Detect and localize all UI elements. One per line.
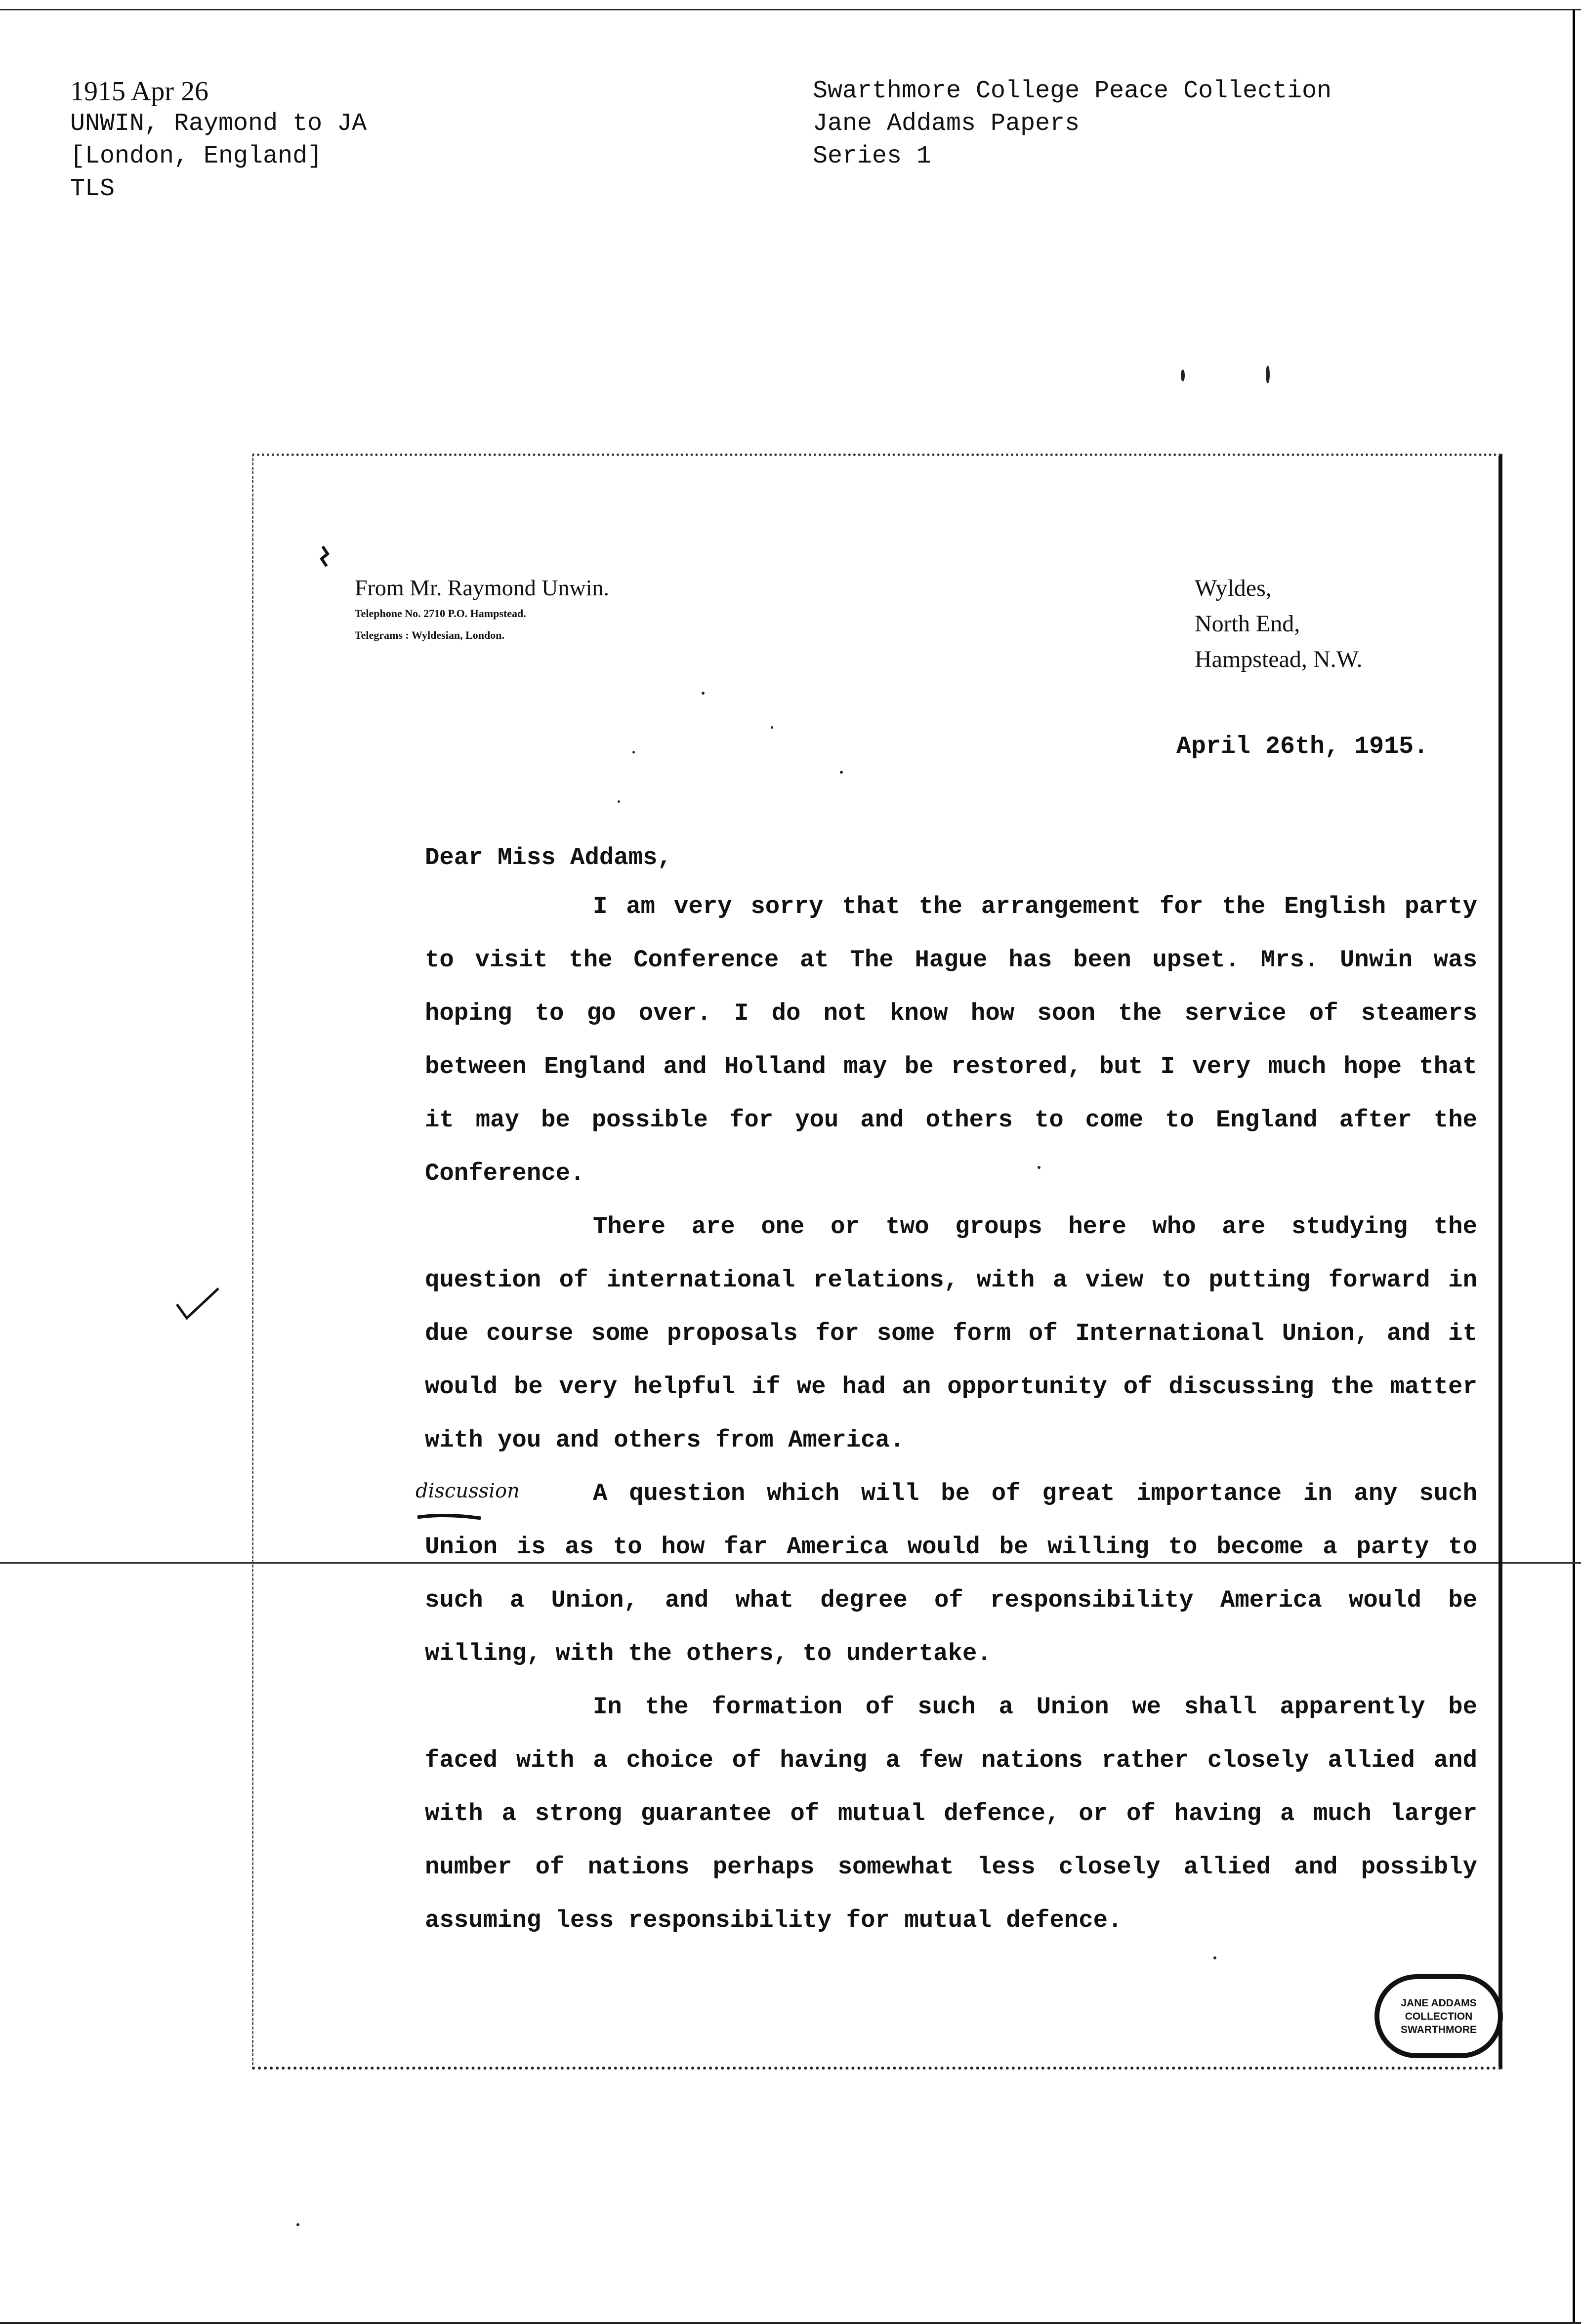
scan-speck [618,800,620,803]
address-line-1: Wyldes, [1195,575,1272,601]
scan-speck [632,751,635,753]
scan-speck [702,692,705,695]
scan-speck [840,771,843,774]
scan-edge-bottom [0,2322,1581,2324]
letterhead-from: From Mr. Raymond Unwin. [355,575,609,600]
scan-edge-right [1573,10,1575,2324]
salutation: Dear Miss Addams, [425,844,672,872]
scan-speck [1181,370,1185,381]
paragraph: I am very sorry that the arrangement for the English party to visit the Conference at The Hague has been upset. Mrs. Unwin was hoping to go over. I do not know how soon the service of steamers between England and Holland may be restored, but I very much hope that it may be possible for you and others to come to England after the Conference. [425,893,1477,1187]
paragraph: There are one or two groups here who are studying the question of international relations, with a view to putting forward in due course some proposals for some form of International Union, and it would be very helpful if we had an opportunity of discussing the matter with you and others from America. [425,1213,1477,1454]
letter-body [425,835,1477,1947]
archive-doc-type: TLS [70,175,115,203]
scan-speck [1038,1166,1040,1169]
archive-series: Series 1 [813,142,932,170]
letterhead-telegrams: Telegrams : Wyldesian, London. [355,629,504,641]
scan-edge-top [0,9,1581,10]
scan-speck [1213,1956,1216,1959]
letterhead-address [1195,571,1363,677]
stamp-line-2: COLLECTION [1405,2010,1473,2022]
scan-speck [296,2223,299,2226]
archive-correspondents: UNWIN, Raymond to JA [70,110,367,138]
letterhead-sender [355,575,609,644]
stamp-line-3: SWARTHMORE [1401,2024,1477,2035]
archive-date: 1915 Apr 26 [70,76,208,107]
archive-location: [London, England] [70,142,323,170]
letter-page [252,454,1502,2070]
archive-stamp [1374,1974,1503,2058]
hole-punch-mark-icon [318,544,333,569]
archive-collection: Swarthmore College Peace Collection [813,77,1332,105]
address-line-3: Hampstead, N.W. [1195,646,1363,672]
paragraph: A question which will be of great importance in any such Union is as to how far America would be willing to become a party to such a Union, and what degree of responsibility America would be willing, with the others, to undertake. [425,1480,1477,1667]
handwritten-correction [412,1474,540,1528]
stamp-line-1: JANE ADDAMS [1401,1997,1477,2009]
paragraph: In the formation of such a Union we shall apparently be faced with a choice of having a few nations rather closely allied and with a strong guarantee of mutual defence, or of having a much larger number of nations perhaps somewhat less closely allied and possibly assuming less responsibility for mutual defence. [425,1693,1477,1934]
archive-collection-info [813,75,1331,173]
archive-papers: Jane Addams Papers [813,110,1080,138]
letter-date: April 26th, 1915. [1176,733,1429,761]
check-mark-icon [173,1285,222,1324]
letterhead-telephone: Telephone No. 2710 P.O. Hampstead. [355,607,526,620]
address-line-2: North End, [1195,611,1300,637]
handwritten-correction-text: discussion [416,1480,520,1502]
scan-speck [1266,366,1270,383]
scan-speck [771,726,773,729]
archive-catalog-info [70,75,367,206]
